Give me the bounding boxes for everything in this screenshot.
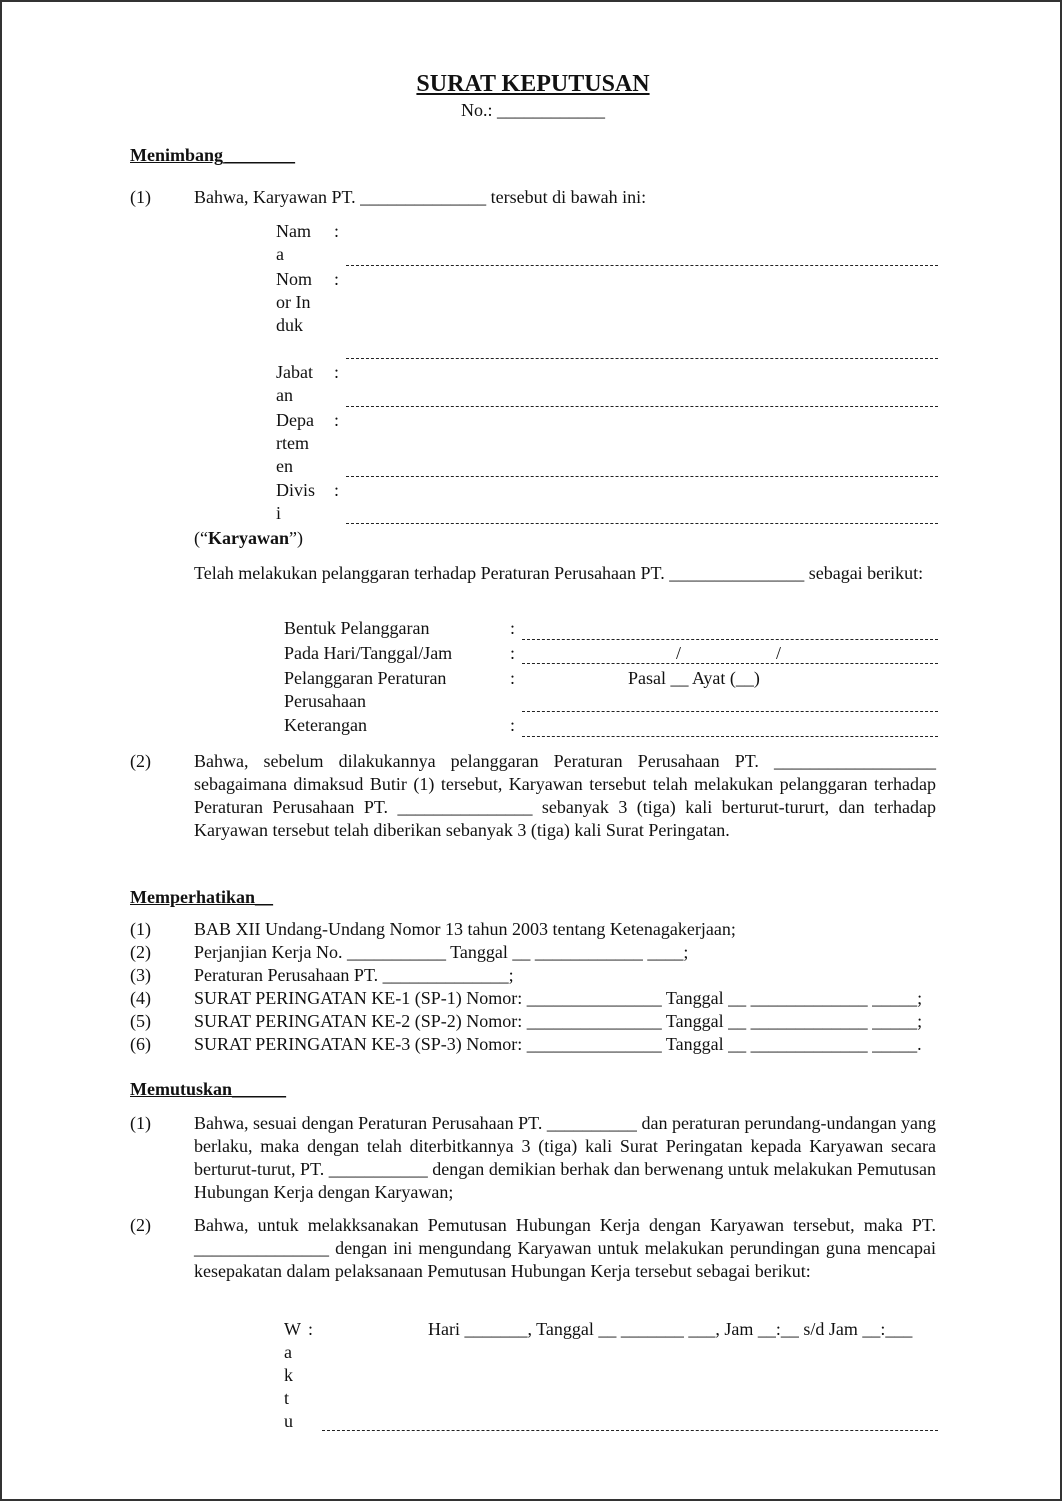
list-item: Peraturan Perusahaan PT. ______________; [194,965,514,985]
paragraph-prior-violations: Bahwa, sebelum dilakukannya pelanggaran Peraturan Perusahaan PT. __________________ sebagaimana dimaksud Butir (1) tersebut, Karyawan tersebut telah melakukan pelanggaran terhadap Peraturan Perusahaan PT. _______________ sebanyak 3 (tiga) kali berturut-tururt, dan terhadap Karyawan tersebut telah diberikan sebanyak 3 (tiga) kali Surat Peringatan. [194,751,936,840]
paragraph-decision-1: Bahwa, sesuai dengan Peraturan Perusahaan PT. __________ dan peraturan perundang-undangan yang berlaku, maka dengan telah diterbitkannya 3 (tiga) kali Surat Peringatan kepada Karyawan secara berturut-turut, PT. ___________ dengan demikian berhak dan berwenang untuk melakukan Pemutusan Hubungan Kerja dengan Karyawan; [194,1113,936,1202]
paragraph-decision-2: Bahwa, untuk melakksanakan Pemutusan Hubungan Kerja dengan Karyawan tersebut, maka PT. _______________ dengan ini mengundang Karyawan untuk melakukan perundingan guna mencapai kesepakatan dalam pelaksanaan Pemutusan Hubungan Kerja tersebut sebagai berikut: [194,1215,936,1281]
list-item: SURAT PERINGATAN KE-3 (SP-3) Nomor: _______________ Tanggal __ _____________ _____. [194,1034,922,1054]
waktu-colon: : [308,1319,314,1339]
violation-label-hari: Pada Hari/Tanggal/Jam [284,643,453,663]
list-item: SURAT PERINGATAN KE-1 (SP-1) Nomor: _______________ Tanggal __ _____________ _____; [194,988,923,1008]
field-colon: : [334,480,340,500]
document-number: No.: ____________ [461,100,605,120]
karyawan-term: Karyawan [207,528,289,548]
field-line-jabatan [346,406,938,407]
list-number: (4) [130,988,151,1008]
list-number: (5) [130,1011,151,1031]
item-number: (1) [130,187,151,207]
karyawan-close: ”) [288,528,303,548]
field-colon: : [334,362,340,382]
section-heading-memperhatikan: Memperhatikan__ [130,887,273,907]
list-item: SURAT PERINGATAN KE-2 (SP-2) Nomor: _______________ Tanggal __ _____________ _____; [194,1011,923,1031]
list-number: (6) [130,1034,151,1054]
list-item: Perjanjian Kerja No. ___________ Tanggal __ ____________ ____; [194,942,689,962]
document-title: SURAT KEPUTUSAN [416,71,650,97]
field-label-divisi: Divisi [276,480,316,523]
field-colon: : [334,410,340,430]
section-heading-menimbang: Menimbang________ [130,145,296,165]
field-line-nomor-induk [346,358,938,359]
field-colon: : [334,221,340,241]
paragraph-intro: Bahwa, Karyawan PT. ______________ tersebut di bawah ini: [194,187,647,207]
violation-label-peraturan: Pelanggaran Peraturan Perusahaan [284,668,447,711]
violation-line-peraturan [522,711,938,712]
violation-line-bentuk [522,639,938,640]
section-heading-memutuskan: Memutuskan______ [130,1079,287,1099]
list-number: (3) [130,965,151,985]
karyawan-open: (“ [194,528,208,548]
date-slash-2: / [776,643,782,663]
violation-colon: : [510,715,516,735]
pasal-ayat: Pasal __ Ayat (__) [628,668,760,688]
item-number: (1) [130,1113,151,1133]
violation-line-keterangan [522,736,938,737]
item-number: (2) [130,751,151,771]
list-number: (2) [130,942,151,962]
karyawan-definition [194,527,303,550]
violation-label-keterangan: Keterangan [284,715,367,735]
waktu-value: Hari _______, Tanggal __ _______ ___, Jam __:__ s/d Jam __:___ [428,1319,913,1339]
date-slash-1: / [676,643,682,663]
violation-colon: : [510,618,516,638]
waktu-line [322,1430,938,1431]
violation-paragraph: Telah melakukan pelanggaran terhadap Peraturan Perusahaan PT. _______________ sebagai berikut: [194,563,924,583]
field-line-divisi [346,523,938,524]
field-colon: : [334,269,340,289]
field-label-jabatan: Jabatan [276,362,313,405]
field-label-nama: Nama [276,221,311,264]
list-number: (1) [130,919,151,939]
waktu-label: Waktu [284,1319,301,1431]
field-line-nama [346,265,938,266]
violation-colon: : [510,643,516,663]
field-label-departemen: Departemen [276,410,314,476]
item-number: (2) [130,1215,151,1235]
field-label-nomor-induk: Nomor Induk [276,269,312,335]
violation-line-hari [522,663,938,664]
violation-label-bentuk: Bentuk Pelanggaran [284,618,430,638]
field-line-departemen [346,476,938,477]
violation-colon: : [510,668,516,688]
list-item: BAB XII Undang-Undang Nomor 13 tahun 2003 tentang Ketenagakerjaan; [194,919,736,939]
